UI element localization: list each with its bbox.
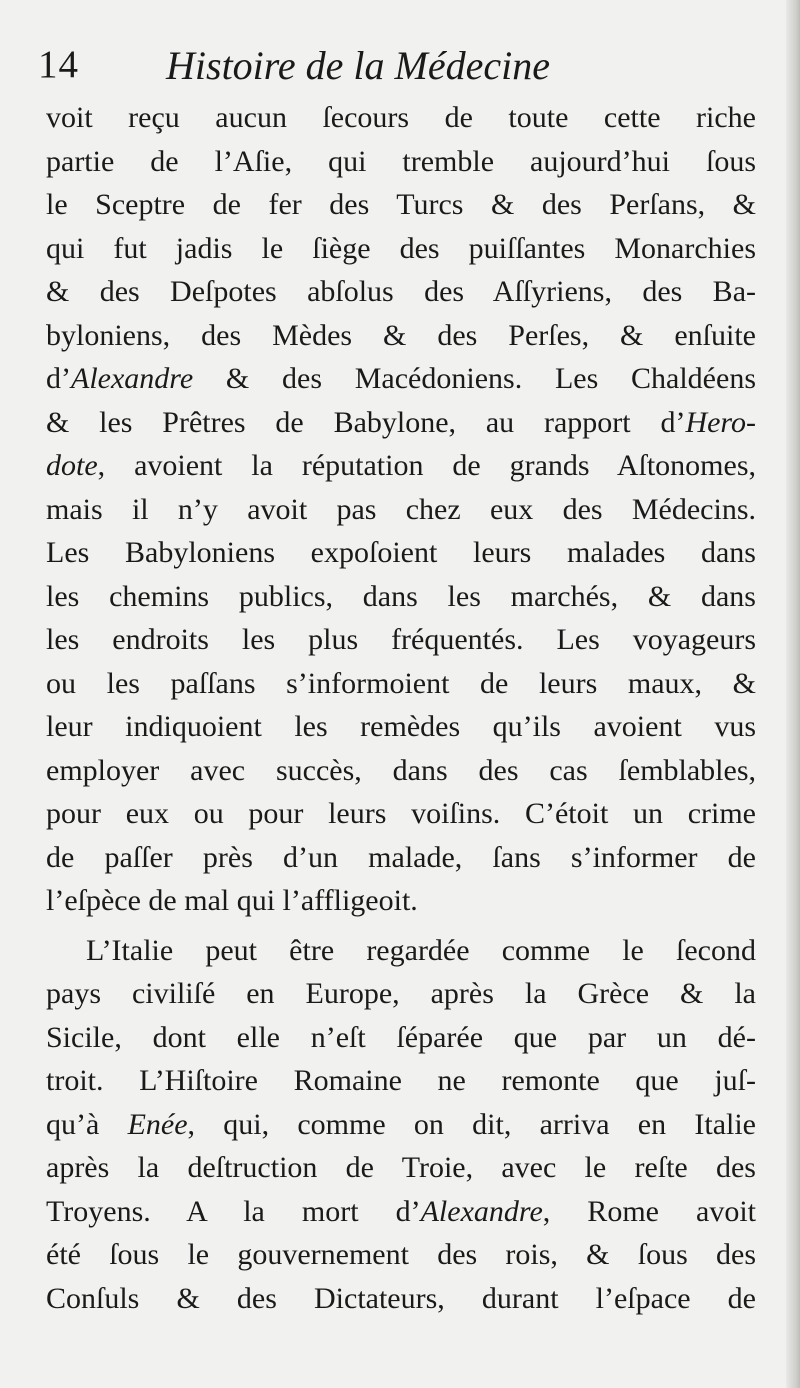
text-line [46, 836, 756, 880]
text-line [46, 444, 756, 488]
body-text [46, 96, 756, 1320]
text-line [46, 705, 756, 749]
text-run: , qui, comme on dit, arriva en Italie [187, 1107, 756, 1141]
italic-name: Alexandre [71, 362, 194, 395]
text-run: & des Deſpotes abſolus des Aſſyriens, des Ba- [46, 275, 756, 308]
text-line [46, 929, 756, 973]
text-line [46, 749, 756, 793]
italic-name: Hero- [685, 405, 756, 439]
page-header [38, 34, 758, 98]
text-run: les chemins publics, dans les marchés, & dans [46, 579, 756, 613]
text-run: été ſous le gouvernement des rois, & ſous des [46, 1238, 756, 1271]
text-run: troit. L’Hiſtoire Romaine ne remonte que juſ- [46, 1064, 756, 1097]
page-edge [786, 0, 800, 1388]
text-run: les endroits les plus fréquentés. Les voyageurs [46, 623, 756, 656]
text-run: employer avec succès, dans des cas ſemblables, [46, 753, 756, 787]
text-line [46, 488, 756, 532]
text-line [46, 1233, 756, 1277]
text-run: Troyens. A la mort d’ [46, 1194, 421, 1228]
text-line [46, 1277, 756, 1321]
page-number: 14 [38, 43, 79, 86]
text-line [46, 575, 756, 619]
text-run: ou les paſſans s’informoient de leurs maux, & [46, 666, 756, 700]
text-run: après la deſtruction de Troie, avec le reſte des [46, 1151, 756, 1184]
text-line [46, 531, 756, 575]
text-line [46, 183, 756, 227]
italic-name: Enée [127, 1107, 188, 1141]
text-run: , avoient la réputation de grands Aſtonomes, [97, 449, 756, 482]
text-run: qu’à [46, 1107, 128, 1141]
italic-name: dote [46, 449, 98, 482]
text-run: pays civiliſé en Europe, après la Grèce & la [46, 977, 756, 1010]
text-run: le Sceptre de fer des Turcs & des Perſans, & [46, 188, 756, 221]
text-run: voit reçu aucun ſecours de toute cette riche [46, 101, 756, 134]
text-run: Conſuls & des Dictateurs, durant l’eſpace de [46, 1281, 756, 1315]
text-run: partie de l’Aſie, qui tremble aujourd’hui ſous [46, 144, 756, 178]
paragraph [46, 929, 756, 1321]
text-run: mais il n’y avoit pas chez eux des Médecins. [46, 492, 756, 526]
text-line [46, 357, 756, 401]
text-run: qui fut jadis le ſiège des puiſſantes Monarchies [46, 231, 756, 265]
text-line [46, 792, 756, 836]
text-line [46, 227, 756, 271]
text-line [46, 1190, 756, 1234]
text-run: pour eux ou pour leurs voiſins. C’étoit un crime [46, 797, 756, 830]
italic-name: Alexandre [420, 1194, 543, 1228]
text-line [46, 1059, 756, 1103]
text-run: leur indiquoient les remèdes qu’ils avoient vus [46, 710, 756, 743]
text-line [46, 401, 756, 445]
paragraph [46, 96, 756, 923]
text-line [46, 270, 756, 314]
text-line [46, 972, 756, 1016]
text-line [46, 1016, 756, 1060]
text-line [46, 96, 756, 140]
text-run: & les Prêtres de Babylone, au rapport d’ [46, 405, 686, 439]
text-line [46, 1146, 756, 1190]
text-run: byloniens, des Mèdes & des Perſes, & enſuite [46, 318, 756, 352]
text-run: l’eſpèce de mal qui l’affligeoit. [46, 884, 418, 917]
text-line [46, 140, 756, 184]
text-line [46, 662, 756, 706]
text-run: L’Italie peut être regardée comme le ſecond [86, 933, 756, 967]
text-run: & des Macédoniens. Les Chaldéens [193, 362, 756, 395]
text-run: de paſſer près d’un malade, ſans s’informer de [46, 840, 756, 874]
text-line [46, 314, 756, 358]
text-run: d’ [46, 362, 71, 395]
text-line [46, 879, 756, 923]
text-run: , Rome avoit [542, 1194, 756, 1228]
text-line [46, 618, 756, 662]
text-line [46, 1103, 756, 1147]
text-run: Les Babyloniens expoſoient leurs malades dans [46, 536, 756, 569]
running-title: Histoire de la Médecine [166, 43, 550, 88]
text-run: Sicile, dont elle n’eſt ſéparée que par un dé- [46, 1020, 756, 1054]
